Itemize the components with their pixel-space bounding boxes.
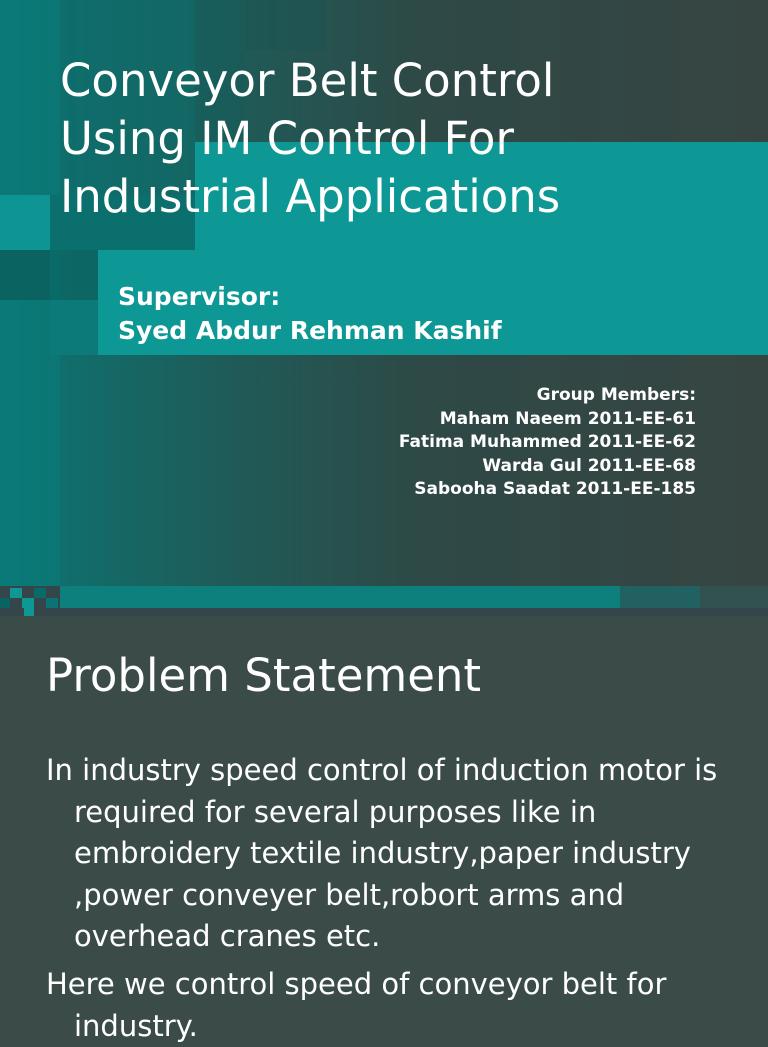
strip-pixel [0,598,10,608]
presentation-title [60,52,740,226]
group-members [399,384,696,502]
group-members-label: Group Members: [536,385,696,405]
strip-pixel [10,588,22,598]
supervisor-name: Syed Abdur Rehman Kashif [118,316,502,345]
strip-pixel [46,598,58,608]
title-line: Conveyor Belt Control [60,54,555,107]
pixel-strip-divider [0,586,768,616]
title-line: Industrial Applications [60,170,561,223]
decor-square [0,195,50,250]
decor-square [245,0,325,50]
title-line: Using IM Control For [60,112,514,165]
body-paragraph: Here we control speed of conveyor belt for industry. [46,967,667,1043]
strip-fade [700,586,768,608]
member-name: Sabooha Saadat 2011-EE-185 [414,479,696,499]
member-name: Warda Gul 2011-EE-68 [482,455,696,476]
member-name: Maham Naeem 2011-EE-61 [439,408,696,429]
member-name: Fatima Muhammed 2011-EE-62 [398,432,696,452]
strip-pixel [24,608,34,616]
supervisor-block [118,280,502,348]
problem-statement-slide [0,616,768,1043]
slide-heading: Problem Statement [46,649,482,702]
body-paragraph: In industry speed control of induction motor is required for several purposes like in embroidery textile industry,paper industry ,power conveyer belt,robort arms and overhead cranes etc. [46,753,718,953]
decor-square [0,250,50,300]
strip-pixel [34,588,46,598]
decor-square [50,300,98,355]
supervisor-label: Supervisor: [118,282,281,311]
strip-pixel [22,598,34,608]
